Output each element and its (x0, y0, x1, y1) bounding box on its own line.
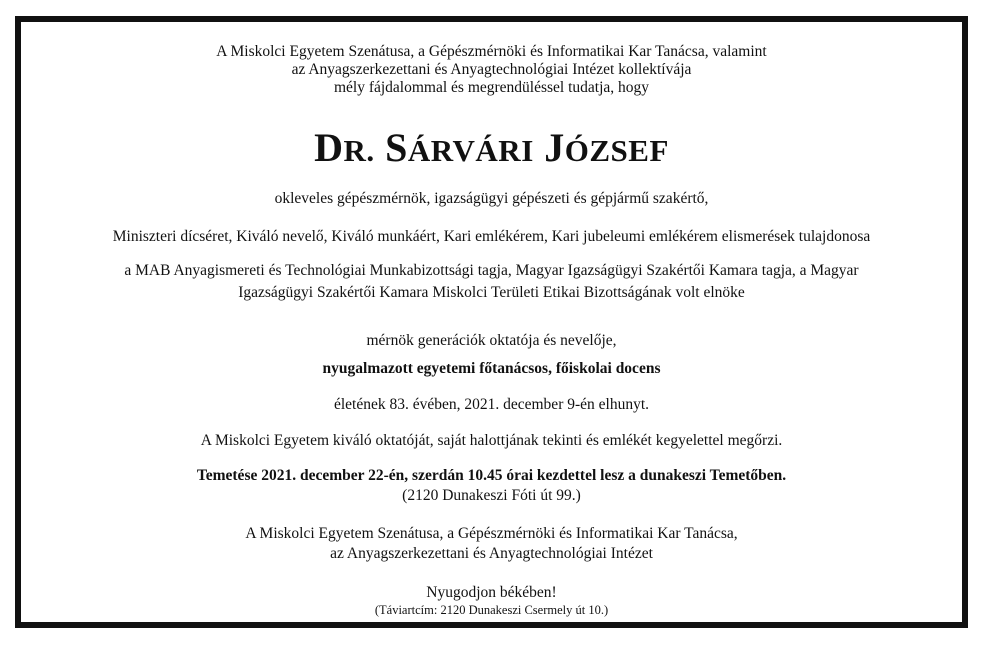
funeral-line-1: Temetése 2021. december 22-én, szerdán 10.45 órai kezdettel lesz a dunakeszi Temetőben. (196, 467, 787, 484)
intro-line-1: A Miskolci Egyetem Szenátusa, a Gépészmérnöki és Informatikai Kar Tanácsa, valamint (216, 43, 767, 60)
role-line-2: nyugalmazott egyetemi főtanácsos, főiskolai docens (322, 360, 661, 377)
name-prefix-initial: D (314, 125, 344, 170)
awards: Miniszteri dícséret, Kiváló nevelő, Kiváló munkáért, Kari emlékérem, Kari jubeleumi emlékérem elismerések tulajdonosa (112, 228, 871, 245)
closing: Nyugodjon békében! (426, 584, 557, 601)
intro-line-3: mély fájdalommal és megrendüléssel tudatja, hogy (333, 79, 650, 96)
name-given-initial: J (544, 125, 565, 170)
deceased-name (21, 126, 962, 173)
memberships-line-1: a MAB Anyagismereti és Technológiai Munkabizottsági tagja, Magyar Igazságügyi Szakértői Kamara tagja, a Magyar (124, 262, 859, 279)
name-surname-initial: S (385, 125, 408, 170)
role-line-1: mérnök generációk oktatója és nevelője, (366, 332, 617, 349)
qualifications: okleveles gépészmérnök, igazságügyi gépészeti és gépjármű szakértő, (274, 190, 709, 207)
obituary-frame (15, 16, 968, 628)
name-prefix-rest: R. (343, 133, 375, 168)
funeral-address: (2120 Dunakeszi Fóti út 99.) (402, 487, 581, 504)
name-surname-rest: ÁRVÁRI (407, 133, 534, 168)
tribute: A Miskolci Egyetem kiváló oktatóját, saját halottjának tekinti és emlékét kegyelettel megőrzi. (200, 432, 783, 449)
signature-line-2: az Anyagszerkezettani és Anyagtechnológiai Intézet (330, 545, 653, 562)
telegram-address: (Táviartcím: 2120 Dunakeszi Csermely út 10.) (374, 603, 609, 617)
memberships-line-2: Igazságügyi Szakértői Kamara Miskolci Területi Etikai Bizottságának volt elnöke (238, 284, 745, 301)
intro-line-2: az Anyagszerkezettani és Anyagtechnológiai Intézet kollektívája (291, 61, 692, 78)
name-given-rest: ÓZSEF (564, 133, 669, 168)
signature-line-1: A Miskolci Egyetem Szenátusa, a Gépészmérnöki és Informatikai Kar Tanácsa, (245, 525, 738, 542)
death-notice: életének 83. évében, 2021. december 9-én elhunyt. (333, 396, 650, 413)
